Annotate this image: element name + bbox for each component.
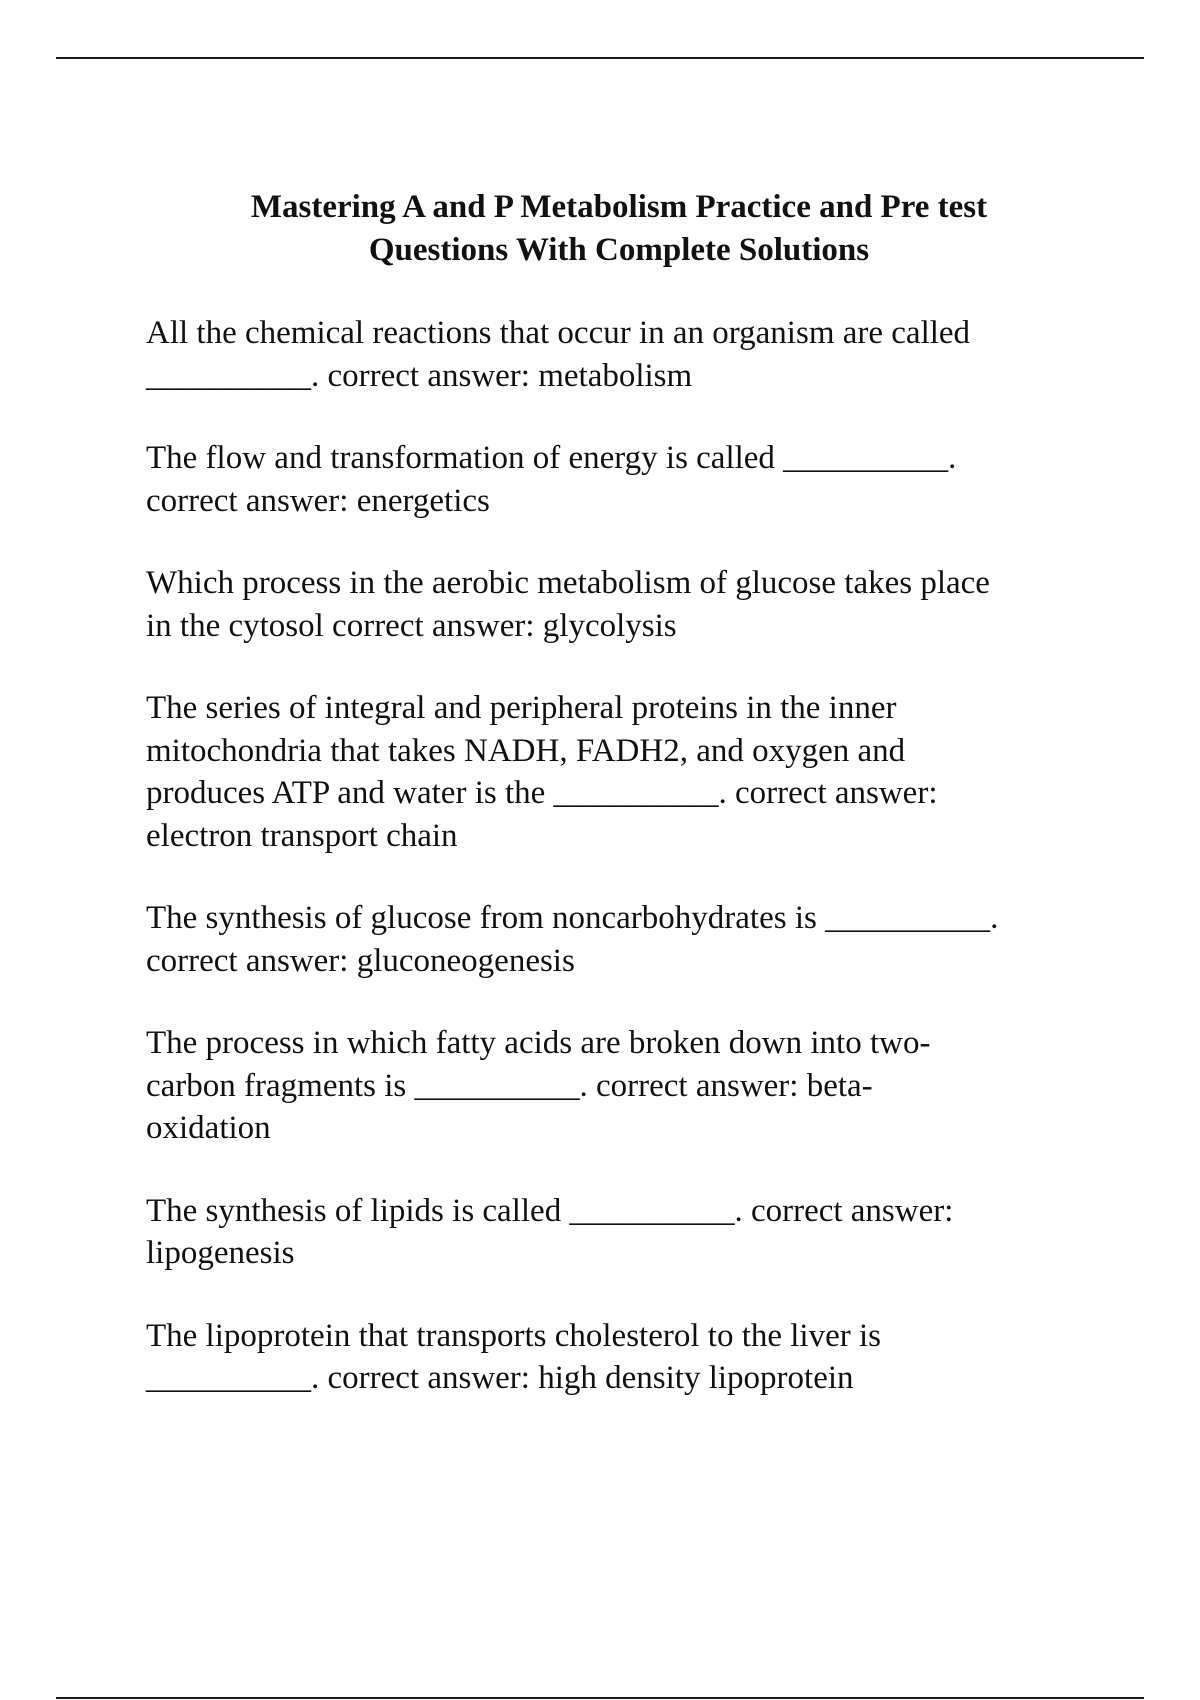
- question-text-line: The series of integral and peripheral proteins in the inner: [146, 690, 897, 726]
- title-line-2: Questions With Complete Solutions: [368, 232, 870, 268]
- question-text-line: The synthesis of lipids is called __________. correct answer:: [146, 1192, 954, 1229]
- question-list: [146, 312, 1096, 1440]
- question-text-line: The flow and transformation of energy is called __________.: [146, 440, 957, 476]
- title-line-1: Mastering A and P Metabolism Practice and Pre test: [250, 189, 988, 225]
- question-item-gluconeogenesis: [146, 897, 1096, 982]
- question-item-high-density-lipoprotein: [146, 1315, 1096, 1400]
- question-text-line: __________. correct answer: metabolism: [146, 357, 693, 394]
- question-item-glycolysis: [146, 562, 1096, 647]
- question-text-line: correct answer: energetics: [146, 482, 490, 519]
- question-item-metabolism: [146, 312, 1096, 397]
- question-text-line: lipogenesis: [146, 1235, 295, 1271]
- question-text-line: in the cytosol correct answer: glycolysis: [146, 607, 677, 644]
- question-text-line: All the chemical reactions that occur in an organism are called: [146, 315, 971, 351]
- question-text-line: The synthesis of glucose from noncarbohydrates is __________.: [146, 900, 999, 936]
- question-item-beta-oxidation: [146, 1022, 1096, 1150]
- question-text-line: oxidation: [146, 1110, 271, 1146]
- question-text-line: mitochondria that takes NADH, FADH2, and oxygen and: [146, 732, 906, 769]
- question-item-energetics: [146, 437, 1096, 522]
- question-text-line: __________. correct answer: high density lipoprotein: [146, 1360, 854, 1396]
- question-text-line: The process in which fatty acids are broken down into two-: [146, 1025, 931, 1061]
- question-text-line: The lipoprotein that transports cholesterol to the liver is: [146, 1317, 881, 1354]
- question-text-line: electron transport chain: [146, 817, 458, 854]
- document-title: [146, 186, 1092, 272]
- question-text-line: Which process in the aerobic metabolism of glucose takes place: [146, 565, 990, 601]
- top-divider: [56, 57, 1144, 59]
- question-text-line: correct answer: gluconeogenesis: [146, 942, 575, 979]
- bottom-divider: [56, 1697, 1144, 1699]
- question-item-electron-transport-chain: [146, 687, 1096, 857]
- question-item-lipogenesis: [146, 1190, 1096, 1275]
- question-text-line: carbon fragments is __________. correct answer: beta-: [146, 1067, 873, 1104]
- question-text-line: produces ATP and water is the __________. correct answer:: [146, 775, 938, 811]
